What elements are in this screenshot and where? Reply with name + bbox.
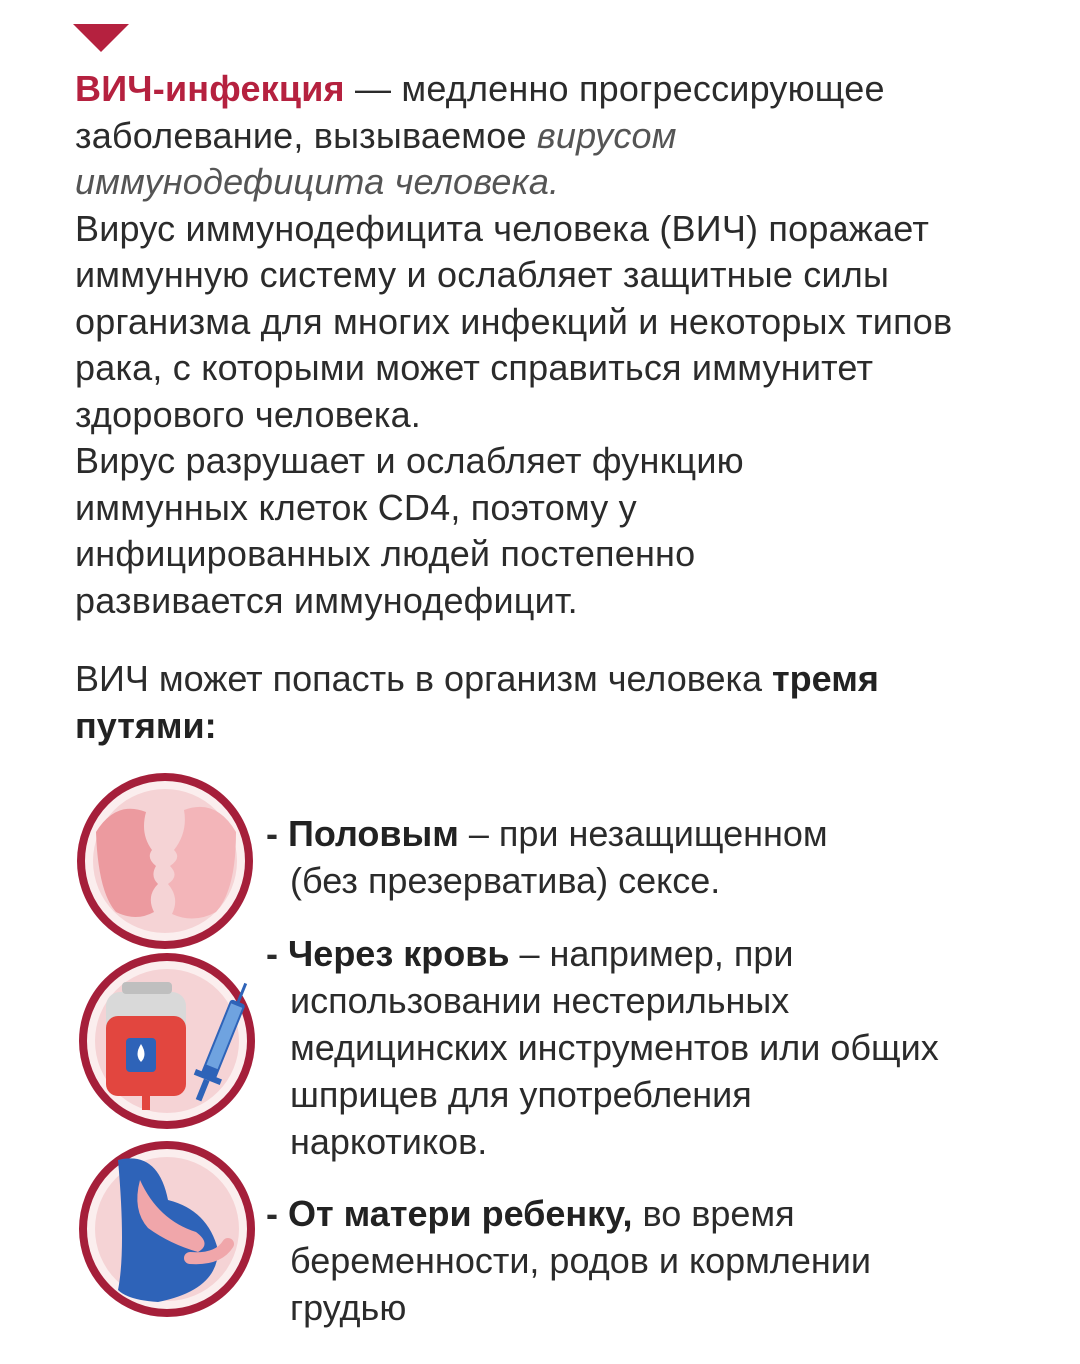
route-sexual	[266, 810, 986, 904]
cd4-description: Вирус разрушает и ослабляет функцию иммунных клеток CD4, поэтому у инфицированных людей постепенно развивается иммунодефицит.	[75, 440, 744, 621]
route-lead: Половым	[288, 813, 459, 854]
route-body: во время	[632, 1193, 795, 1234]
virus-description: Вирус иммунодефицита человека (ВИЧ) поражает иммунную систему и ослабляет защитные силы организма для многих инфекций и некоторых типов рака, с которыми может справиться иммунитет здорового человека.	[75, 207, 953, 435]
route-dash: -	[266, 933, 288, 974]
routes-intro	[75, 656, 975, 749]
blood-bag-syringe-icon	[78, 952, 256, 1130]
kiss-profiles-icon	[76, 772, 254, 950]
route-mother-child	[266, 1190, 966, 1331]
route-body: – например, при	[509, 933, 794, 974]
routes-intro-text: ВИЧ может попасть в организм человека	[75, 658, 773, 699]
route-body-cont: беременности, родов и кормлении грудью	[290, 1240, 872, 1328]
route-lead: Через кровь	[288, 933, 510, 974]
route-dash: -	[266, 1193, 288, 1234]
pregnant-woman-icon	[78, 1140, 256, 1318]
route-lead: От матери ребенку,	[288, 1193, 633, 1234]
definition-text: — медленно прогрессирующее заболевание, вызываемое	[75, 68, 885, 156]
route-blood	[266, 930, 956, 1165]
definition-paragraph	[75, 66, 975, 206]
hiv-term: ВИЧ-инфекция	[75, 68, 345, 109]
route-body-cont: использовании нестерильных медицинских инструментов или общих шприцев для употребления наркотиков.	[290, 980, 939, 1162]
route-body-cont: (без презерватива) сексе.	[290, 860, 721, 901]
intro-text	[75, 66, 1025, 624]
routes-intro-bold: тремя путями:	[75, 658, 879, 746]
route-dash: -	[266, 813, 288, 854]
triangle-marker-icon	[73, 24, 129, 54]
route-body: – при незащищенном	[458, 813, 828, 854]
definition-italic: вирусом иммунодефицита человека.	[75, 114, 677, 202]
